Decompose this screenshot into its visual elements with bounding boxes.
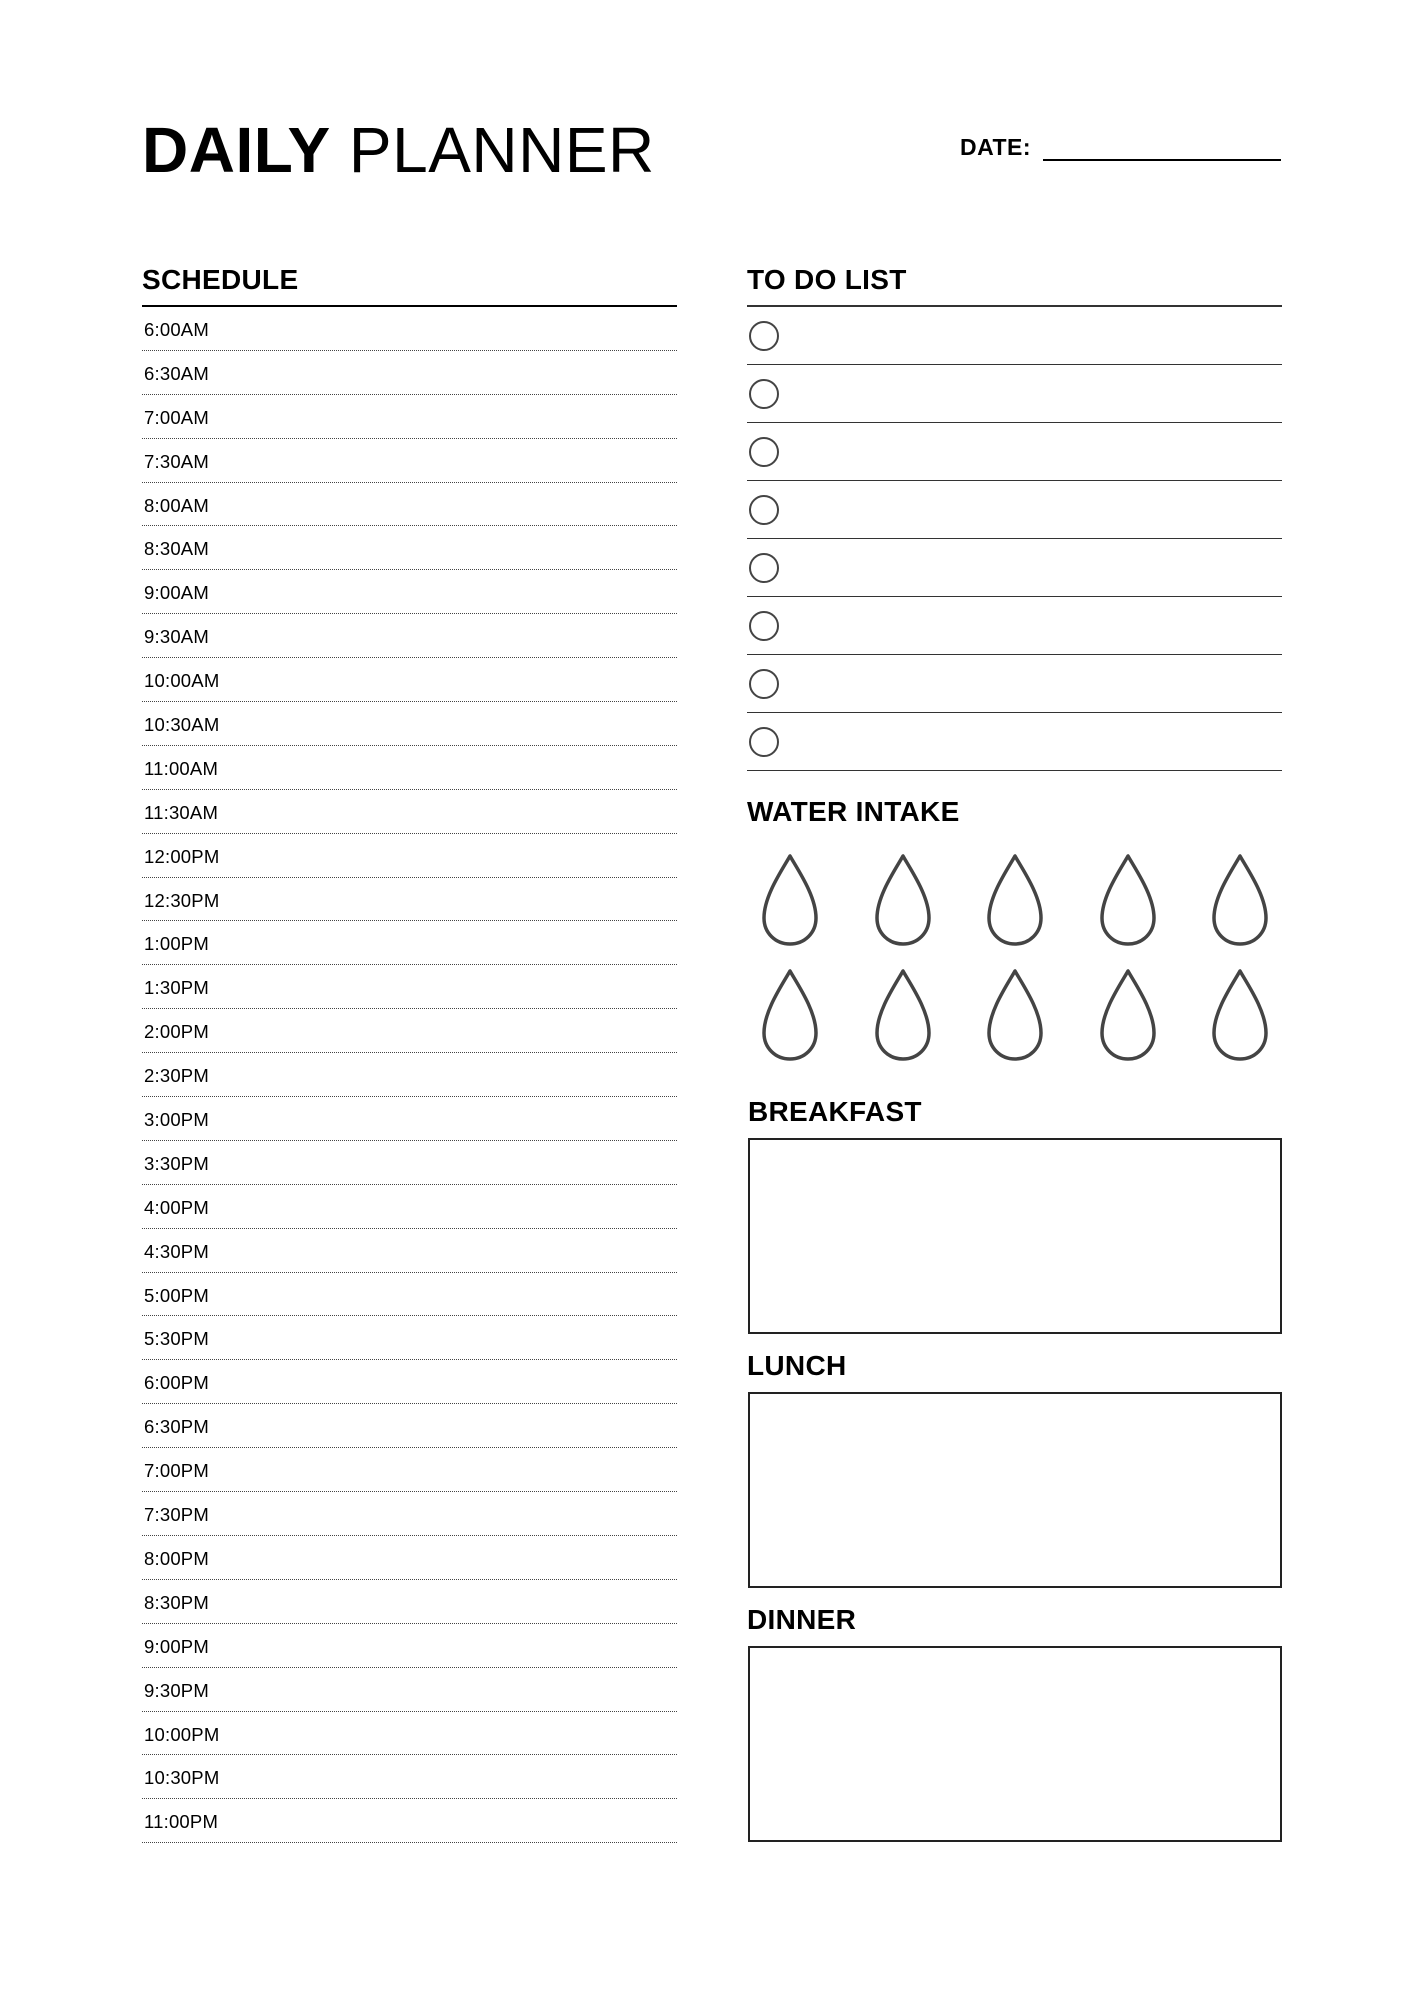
checkbox-circle-icon[interactable] <box>749 553 779 583</box>
schedule-time-label: 6:30PM <box>144 1416 209 1438</box>
schedule-time-label: 5:30PM <box>144 1328 209 1350</box>
schedule-row[interactable] <box>142 1141 677 1185</box>
schedule-time-label: 11:00AM <box>144 757 219 779</box>
schedule-row[interactable] <box>142 1580 677 1624</box>
schedule-time-label: 8:30PM <box>144 1591 209 1613</box>
dinner-box[interactable] <box>748 1646 1282 1842</box>
date-field[interactable] <box>1043 159 1281 161</box>
lunch-heading: LUNCH <box>747 1350 847 1381</box>
schedule-time-label: 9:00PM <box>144 1635 209 1657</box>
schedule-row[interactable] <box>142 1624 677 1668</box>
breakfast-box[interactable] <box>748 1138 1282 1334</box>
schedule-time-label: 9:00AM <box>144 582 209 604</box>
water-drop-icon[interactable] <box>1210 967 1270 1063</box>
schedule-row[interactable] <box>142 439 677 483</box>
schedule-time-label: 9:30AM <box>144 626 209 648</box>
todo-item[interactable] <box>747 597 1282 655</box>
schedule-time-label: 7:30PM <box>144 1504 209 1526</box>
schedule-time-label: 2:30PM <box>144 1065 209 1087</box>
schedule-row[interactable] <box>142 1755 677 1799</box>
schedule-row[interactable] <box>142 351 677 395</box>
schedule-time-label: 10:00PM <box>144 1723 220 1745</box>
page-title <box>142 112 655 188</box>
schedule-time-label: 8:00PM <box>144 1547 209 1569</box>
schedule-time-label: 11:00PM <box>144 1811 219 1833</box>
schedule-row[interactable] <box>142 702 677 746</box>
schedule-row[interactable] <box>142 1404 677 1448</box>
todo-item[interactable] <box>747 423 1282 481</box>
schedule-time-label: 7:30AM <box>144 450 209 472</box>
schedule-time-label: 3:00PM <box>144 1109 209 1131</box>
todo-list <box>747 305 1282 771</box>
schedule-time-label: 10:30AM <box>144 714 220 736</box>
schedule-row[interactable] <box>142 526 677 570</box>
water-drop-icon[interactable] <box>873 967 933 1063</box>
schedule-time-label: 10:30PM <box>144 1767 220 1789</box>
schedule-time-label: 4:30PM <box>144 1240 209 1262</box>
dinner-heading: DINNER <box>747 1604 857 1635</box>
schedule-heading: SCHEDULE <box>142 264 299 295</box>
water-drop-icon[interactable] <box>760 852 820 948</box>
water-drop-icon[interactable] <box>985 967 1045 1063</box>
schedule-row[interactable] <box>142 834 677 878</box>
schedule-row[interactable] <box>142 1097 677 1141</box>
water-drop-icon[interactable] <box>1098 852 1158 948</box>
schedule-row[interactable] <box>142 1492 677 1536</box>
checkbox-circle-icon[interactable] <box>749 379 779 409</box>
schedule-time-label: 1:00PM <box>144 933 209 955</box>
todo-item[interactable] <box>747 713 1282 771</box>
schedule-time-label: 11:30AM <box>144 801 219 823</box>
water-heading: WATER INTAKE <box>747 796 960 827</box>
schedule-row[interactable] <box>142 658 677 702</box>
schedule-row[interactable] <box>142 1799 677 1843</box>
water-drop-icon[interactable] <box>760 967 820 1063</box>
schedule-time-label: 2:00PM <box>144 1021 209 1043</box>
schedule-row[interactable] <box>142 1448 677 1492</box>
schedule-time-label: 3:30PM <box>144 1152 209 1174</box>
schedule-row[interactable] <box>142 1536 677 1580</box>
schedule-row[interactable] <box>142 395 677 439</box>
schedule-time-label: 9:30PM <box>144 1679 209 1701</box>
todo-heading: TO DO LIST <box>747 264 907 295</box>
todo-item[interactable] <box>747 481 1282 539</box>
checkbox-circle-icon[interactable] <box>749 495 779 525</box>
schedule-time-label: 8:00AM <box>144 494 209 516</box>
schedule-time-label: 12:00PM <box>144 845 220 867</box>
water-drop-icon[interactable] <box>1098 967 1158 1063</box>
water-drop-icon[interactable] <box>873 852 933 948</box>
schedule-row[interactable] <box>142 746 677 790</box>
schedule-row[interactable] <box>142 1668 677 1712</box>
schedule-time-label: 4:00PM <box>144 1196 209 1218</box>
schedule-row[interactable] <box>142 1229 677 1273</box>
todo-item[interactable] <box>747 655 1282 713</box>
schedule-time-label: 6:30AM <box>144 362 209 384</box>
schedule-row[interactable] <box>142 570 677 614</box>
water-drop-icon[interactable] <box>985 852 1045 948</box>
schedule-time-label: 1:30PM <box>144 977 209 999</box>
schedule-time-label: 12:30PM <box>144 889 220 911</box>
schedule-time-label: 5:00PM <box>144 1284 209 1306</box>
water-drop-icon[interactable] <box>1210 852 1270 948</box>
schedule-row[interactable] <box>142 483 677 527</box>
schedule-row[interactable] <box>142 790 677 834</box>
checkbox-circle-icon[interactable] <box>749 727 779 757</box>
schedule-time-label: 7:00PM <box>144 1460 209 1482</box>
breakfast-heading: BREAKFAST <box>748 1096 922 1127</box>
water-intake-tracker <box>760 852 1272 1066</box>
title-rest: PLANNER <box>348 114 655 186</box>
todo-item[interactable] <box>747 307 1282 365</box>
schedule-row[interactable] <box>142 1712 677 1756</box>
title-bold: DAILY <box>142 114 331 186</box>
schedule-row[interactable] <box>142 965 677 1009</box>
lunch-box[interactable] <box>748 1392 1282 1588</box>
schedule-row[interactable] <box>142 1053 677 1097</box>
checkbox-circle-icon[interactable] <box>749 669 779 699</box>
schedule-list <box>142 307 677 1843</box>
schedule-row[interactable] <box>142 1360 677 1404</box>
checkbox-circle-icon[interactable] <box>749 437 779 467</box>
schedule-row[interactable] <box>142 307 677 351</box>
schedule-row[interactable] <box>142 1009 677 1053</box>
schedule-time-label: 7:00AM <box>144 406 209 428</box>
schedule-row[interactable] <box>142 1273 677 1317</box>
checkbox-circle-icon[interactable] <box>749 321 779 351</box>
checkbox-circle-icon[interactable] <box>749 611 779 641</box>
schedule-time-label: 6:00AM <box>144 319 209 340</box>
date-label: DATE: <box>960 134 1032 160</box>
todo-item[interactable] <box>747 539 1282 597</box>
todo-item[interactable] <box>747 365 1282 423</box>
schedule-row[interactable] <box>142 1316 677 1360</box>
schedule-time-label: 6:00PM <box>144 1372 209 1394</box>
schedule-row[interactable] <box>142 614 677 658</box>
schedule-time-label: 8:30AM <box>144 538 209 560</box>
schedule-row[interactable] <box>142 921 677 965</box>
schedule-row[interactable] <box>142 1185 677 1229</box>
schedule-row[interactable] <box>142 878 677 922</box>
schedule-time-label: 10:00AM <box>144 670 220 692</box>
